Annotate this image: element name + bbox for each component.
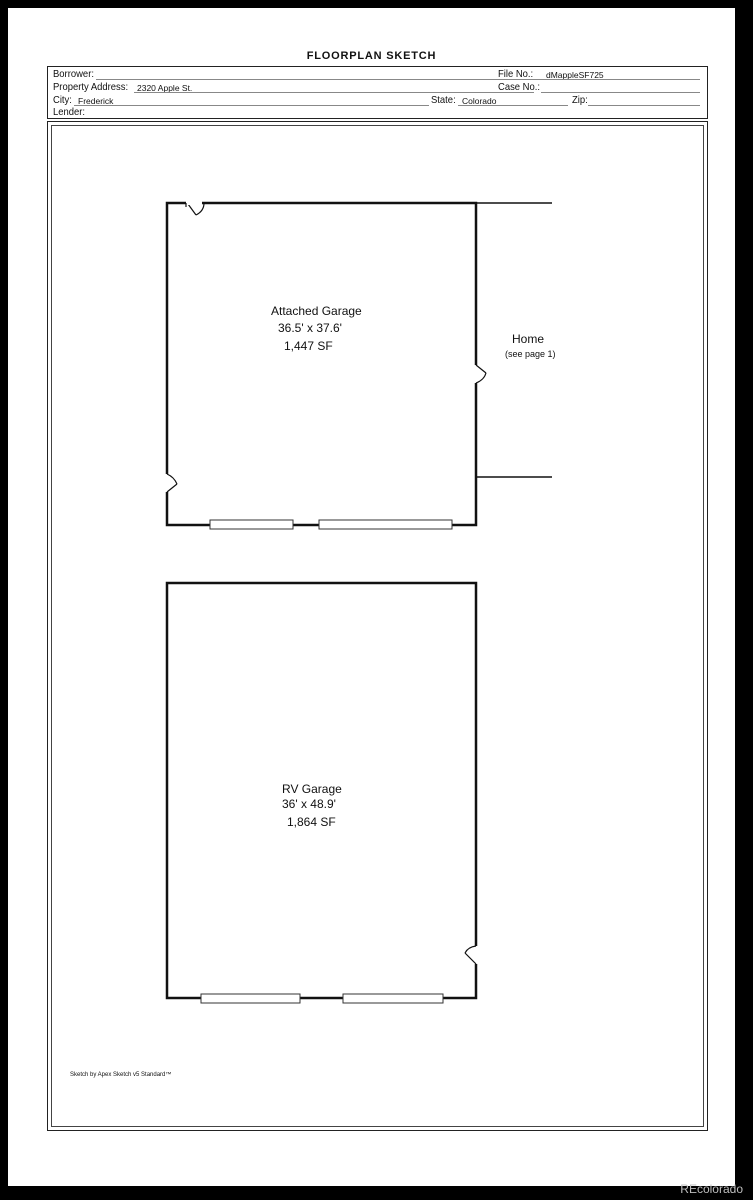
- door-attached-right: [474, 365, 486, 383]
- attached-garage-door-left: [210, 520, 293, 529]
- rv-garage-door-left: [201, 994, 300, 1003]
- floorplan-sheet: [8, 8, 735, 1186]
- sketch-credit: Sketch by Apex Sketch v5 Standard™: [70, 1072, 172, 1078]
- sketch-title: FLOORPLAN SKETCH: [306, 50, 437, 62]
- file-no-value: dMappleSF725: [546, 70, 604, 80]
- attached-garage-walls: [167, 203, 476, 525]
- door-rv-right: [465, 946, 478, 964]
- lender-label: Lender:: [53, 106, 86, 118]
- rv-garage-dimensions: 36' x 48.9': [282, 797, 336, 811]
- door-attached-top: [186, 201, 204, 215]
- state-label: State:: [431, 94, 456, 106]
- rv-garage-area: 1,864 SF: [287, 815, 336, 829]
- zip-label: Zip:: [572, 94, 588, 106]
- case-no-label: Case No.:: [498, 81, 541, 93]
- state-value: Colorado: [462, 96, 497, 106]
- home-note: (see page 1): [505, 349, 556, 359]
- home-name: Home: [512, 332, 545, 346]
- property-address-label: Property Address:: [53, 81, 129, 93]
- file-no-label: File No.:: [498, 68, 534, 80]
- city-label: City:: [53, 94, 72, 106]
- rv-garage-name: RV Garage: [282, 782, 342, 796]
- attached-garage-area: 1,447 SF: [284, 339, 333, 353]
- borrower-label: Borrower:: [53, 68, 94, 80]
- attached-garage-door-right: [319, 520, 452, 529]
- attached-garage-name: Attached Garage: [271, 304, 362, 318]
- rv-garage-door-right: [343, 994, 443, 1003]
- door-attached-left: [165, 474, 177, 492]
- attached-garage-dimensions: 36.5' x 37.6': [278, 321, 342, 335]
- floorplan-drawing: [8, 8, 735, 1186]
- property-address-value: 2320 Apple St.: [137, 83, 193, 93]
- city-value: Frederick: [78, 96, 114, 106]
- watermark: REcolorado: [680, 1182, 743, 1196]
